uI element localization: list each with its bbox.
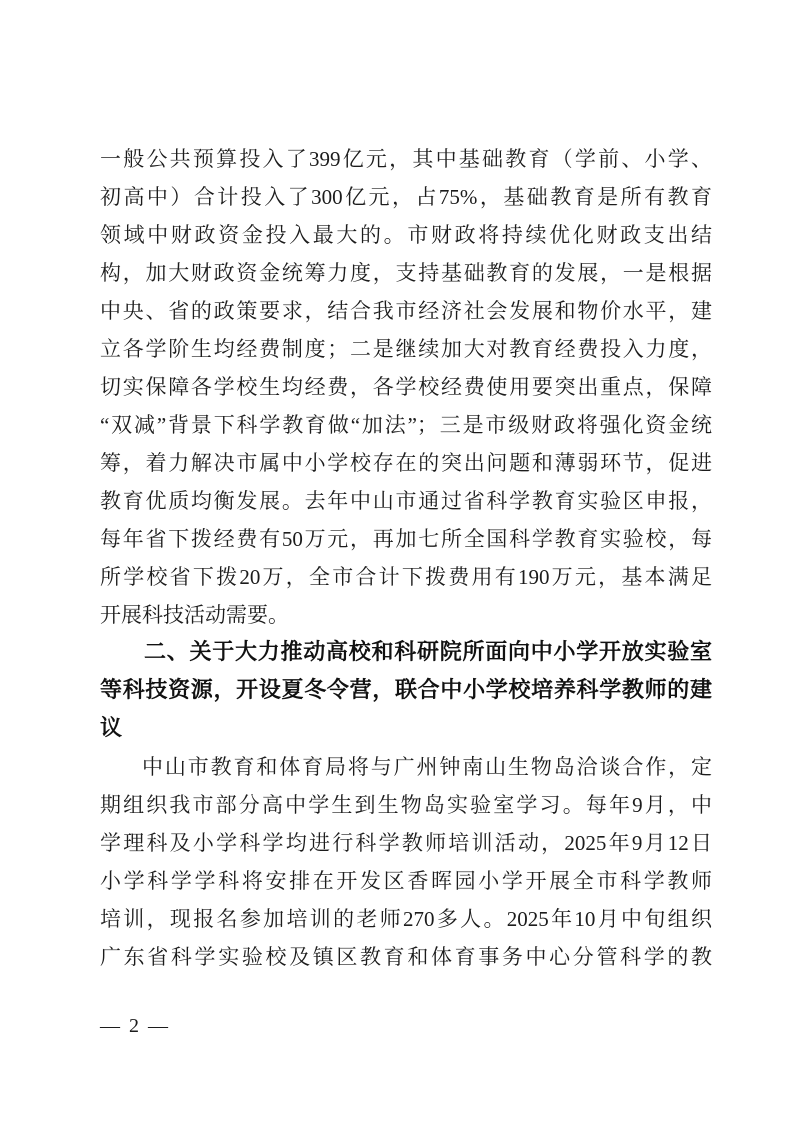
text-line: 期组织我市部分高中学生到生物岛实验室学习。每年9月，中 <box>100 793 712 817</box>
document-body <box>100 140 712 976</box>
heading-line: 议 <box>100 716 123 741</box>
text-line: 开展科技活动需要。 <box>100 603 289 627</box>
text-line: 培训，现报名参加培训的老师270多人。2025年10月中旬组织 <box>100 907 712 931</box>
text-line: 每年省下拨经费有50万元，再加七所全国科学教育实验校，每 <box>100 527 712 551</box>
page-number: — 2 — <box>100 1015 170 1037</box>
text-line: 一般公共预算投入了399亿元，其中基础教育（学前、小学、 <box>100 147 712 171</box>
text-line: 切实保障各学校生均经费，各学校经费使用要突出重点，保障 <box>100 375 712 399</box>
text-line: 所学校省下拨20万，全市合计下拨费用有190万元，基本满足 <box>100 565 712 589</box>
text-line: 中央、省的政策要求，结合我市经济社会发展和物价水平，建 <box>100 299 712 323</box>
text-line: 小学科学学科将安排在开发区香晖园小学开展全市科学教师 <box>100 869 712 893</box>
heading-line: 等科技资源，开设夏冬令营，联合中小学校培养科学教师的建 <box>100 678 712 703</box>
text-line: 立各学阶生均经费制度；二是继续加大对教育经费投入力度， <box>100 337 712 361</box>
text-line: 筹，着力解决市属中小学校存在的突出问题和薄弱环节，促进 <box>100 451 712 475</box>
text-line: 教育优质均衡发展。去年中山市通过省科学教育实验区申报， <box>100 489 712 513</box>
text-line: 领域中财政资金投入最大的。市财政将持续优化财政支出结 <box>100 223 712 247</box>
text-line: 中山市教育和体育局将与广州钟南山生物岛洽谈合作，定 <box>142 755 712 779</box>
text-line: 构，加大财政资金统筹力度，支持基础教育的发展，一是根据 <box>100 261 712 285</box>
text-line: 初高中）合计投入了300亿元，占75%，基础教育是所有教育 <box>100 185 712 209</box>
text-line: 学理科及小学科学均进行科学教师培训活动，2025年9月12日 <box>100 831 712 855</box>
text-line: “双减”背景下科学教育做“加法”；三是市级财政将强化资金统 <box>100 413 712 437</box>
text-line: 广东省科学实验校及镇区教育和体育事务中心分管科学的教 <box>100 945 712 969</box>
heading-line: 二、关于大力推动高校和科研院所面向中小学开放实验室 <box>144 640 712 665</box>
